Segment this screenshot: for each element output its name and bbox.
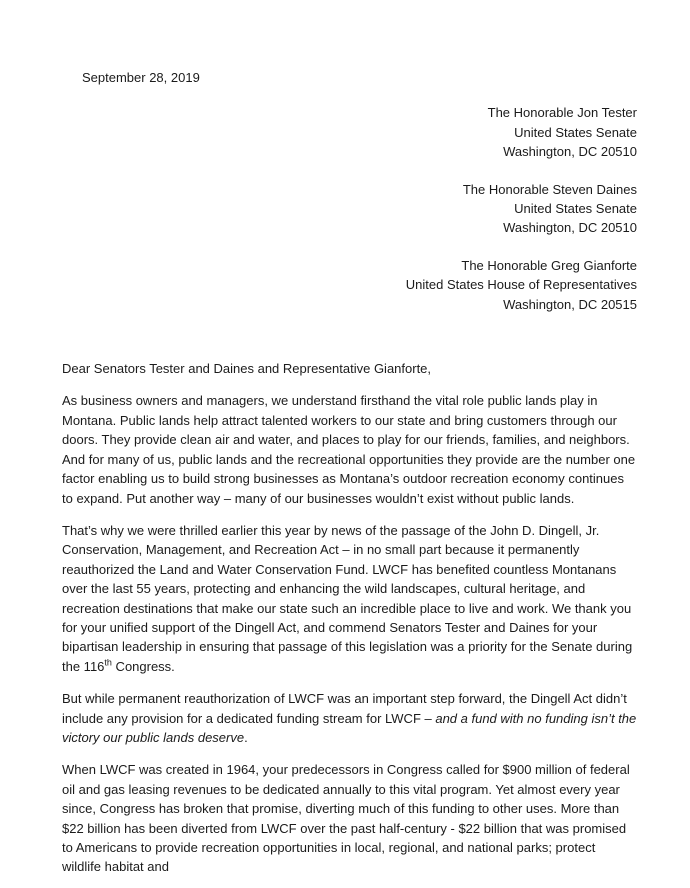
- recipient-address: [62, 256, 637, 314]
- recipient-addresses: [62, 103, 637, 314]
- address-line: The Honorable Greg Gianforte: [461, 257, 637, 273]
- address-line: United States Senate: [514, 124, 637, 140]
- paragraph-text: As business owners and managers, we understand firsthand the vital role public lands play in Montana. Public lands help attract talented workers to our state and bring customers through our doors. They provide clean air and water, and places to play for our friends, families, and neighbors. And for many of us, public lands and the recreational opportunities they provide are the number one factor enabling us to build strong businesses as Montana’s outdoor recreation economy continues to expand. Put another way – many of our businesses wouldn’t exist without public lands.: [62, 393, 636, 506]
- letter-paragraph: [62, 391, 637, 507]
- recipient-address: [62, 103, 637, 161]
- address-line: Washington, DC 20510: [503, 144, 637, 160]
- recipient-address: [62, 180, 637, 238]
- paragraph-text: But while permanent reauthorization of LWCF was an important step forward, the Dingell Act didn’t include any provision for a dedicated funding stream for LWCF –: [62, 691, 627, 726]
- letter-paragraph: [62, 760, 637, 876]
- paragraph-text: th: [104, 657, 112, 668]
- paragraph-text: When LWCF was created in 1964, your predecessors in Congress called for $900 million of federal oil and gas leasing revenues to be dedicated annually to this vital program. Yet almost every year since, Congress has broken that promise, diverting much of this funding to other uses. More than $22 billion has been diverted from LWCF over the past half-century - $22 billion that was promised to Americans to provide recreation opportunities in local, regional, and national parks; protect wildlife habitat and: [62, 762, 630, 875]
- letter-date: September 28, 2019: [82, 70, 200, 85]
- address-line: Washington, DC 20510: [503, 220, 637, 236]
- address-line: The Honorable Jon Tester: [487, 105, 637, 121]
- paragraph-text: and a fund with no funding isn’t the victory our public lands deserve: [62, 710, 637, 745]
- address-line: Washington, DC 20515: [503, 296, 637, 312]
- letter-paragraph: [62, 521, 637, 676]
- address-line: United States Senate: [514, 201, 637, 217]
- address-line: United States House of Representatives: [405, 277, 637, 293]
- paragraph-text: That’s why we were thrilled earlier this year by news of the passage of the John D. Dingell, Jr. Conservation, Management, and Recreation Act – in no small part because it permanently reauthorized the Land and Water Conservation Fund. LWCF has benefited countless Montanans over the last 55 years, protecting and enhancing the wild landscapes, cultural heritage, and recreation destinations that make our state such an incredible place to live and work. We thank you for your unified support of the Dingell Act, and commend Senators Tester and Daines for your bipartisan leadership in ensuring that passage of this legislation was a priority for the Senate during the 116: [62, 522, 633, 674]
- letter-paragraph: [62, 689, 637, 747]
- salutation: Dear Senators Tester and Daines and Representative Gianforte,: [62, 361, 432, 377]
- paragraph-text: .: [244, 729, 248, 745]
- letter-body: [62, 391, 637, 876]
- address-line: The Honorable Steven Daines: [462, 181, 637, 197]
- paragraph-text: Congress.: [111, 658, 175, 674]
